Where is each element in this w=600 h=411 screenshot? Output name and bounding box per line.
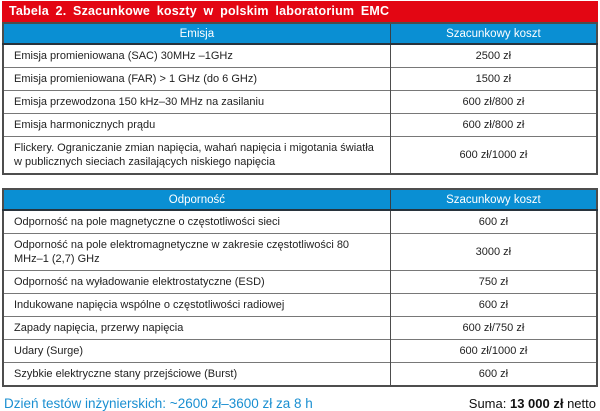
table-row (3, 271, 597, 294)
table-row (3, 91, 597, 114)
table-row (3, 210, 597, 234)
sum-suffix: netto (563, 396, 596, 411)
table-row (3, 114, 597, 137)
test-label: Indukowane napięcia wspólne o częstotliwości radiowej (3, 294, 390, 317)
test-cost: 2500 zł (475, 50, 512, 62)
test-label: Odporność na wyładowanie elektrostatyczne (ESD) (3, 271, 390, 294)
test-label: Odporność na pole elektromagnetyczne w zakresie częstotliwości 80 MHz–1 (2,7) GHz (3, 234, 390, 271)
immunity-cost-table (2, 188, 598, 387)
column-header-category: Emisja (3, 23, 390, 44)
test-label: Emisja przewodzona 150 kHz–30 MHz na zasilaniu (3, 91, 390, 114)
table-row (3, 317, 597, 340)
test-cost: 3000 zł (390, 234, 597, 271)
engineering-day-note: Dzień testów inżynierskich: ~2600 zł–3600 zł za 8 h (4, 396, 313, 411)
test-cost: 600 zł (390, 294, 597, 317)
sum-label: Suma: (468, 396, 510, 411)
test-label: Emisja harmonicznych prądu (3, 114, 390, 137)
test-cost: 600 zł/800 zł (390, 91, 597, 114)
table-row (3, 44, 597, 68)
test-label: Flickery. Ograniczanie zmian napięcia, wahań napięcia i migotania światła w publicznych sieciach zasilających niskiego napięcia (3, 137, 390, 175)
table-gap (2, 175, 598, 188)
test-label: Odporność na pole magnetyczne o częstotliwości sieci (3, 210, 390, 234)
test-cost: 750 zł (390, 271, 597, 294)
test-label: Emisja promieniowana (FAR) > 1 GHz (do 6 GHz) (3, 68, 390, 91)
table-row (3, 137, 597, 175)
table-title: Tabela 2. Szacunkowe koszty w polskim laboratorium EMC (9, 4, 390, 18)
test-cost: 1500 zł (390, 68, 597, 91)
sum-value: 13 000 zł (509, 396, 564, 411)
table-header-row (3, 23, 597, 44)
test-cost: 600 zł/1000 zł (390, 340, 597, 363)
table-row (3, 234, 597, 271)
sum-total (469, 396, 596, 411)
test-cost: 600 zł (390, 363, 597, 387)
test-cost: 600 zł/750 zł (390, 317, 597, 340)
test-label: Emisja promieniowana (SAC) 30MHz –1GHz (3, 44, 390, 68)
test-label: Udary (Surge) (3, 340, 390, 363)
summary-footer (2, 396, 598, 411)
test-label: Zapady napięcia, przerwy napięcia (3, 317, 390, 340)
emission-cost-table (2, 22, 598, 175)
column-header-cost: Szacunkowy koszt (390, 23, 597, 44)
test-cost: 600 zł/1000 zł (390, 137, 597, 175)
table-row (3, 363, 597, 387)
test-cost: 600 zł (478, 216, 509, 228)
table-header-row (3, 189, 597, 210)
table-title-bar (2, 1, 598, 22)
test-cost: 600 zł/800 zł (390, 114, 597, 137)
table-row (3, 294, 597, 317)
column-header-cost: Szacunkowy koszt (390, 189, 597, 210)
table-row (3, 68, 597, 91)
column-header-category: Odporność (3, 189, 390, 210)
table-row (3, 340, 597, 363)
test-label: Szybkie elektryczne stany przejściowe (Burst) (3, 363, 390, 387)
